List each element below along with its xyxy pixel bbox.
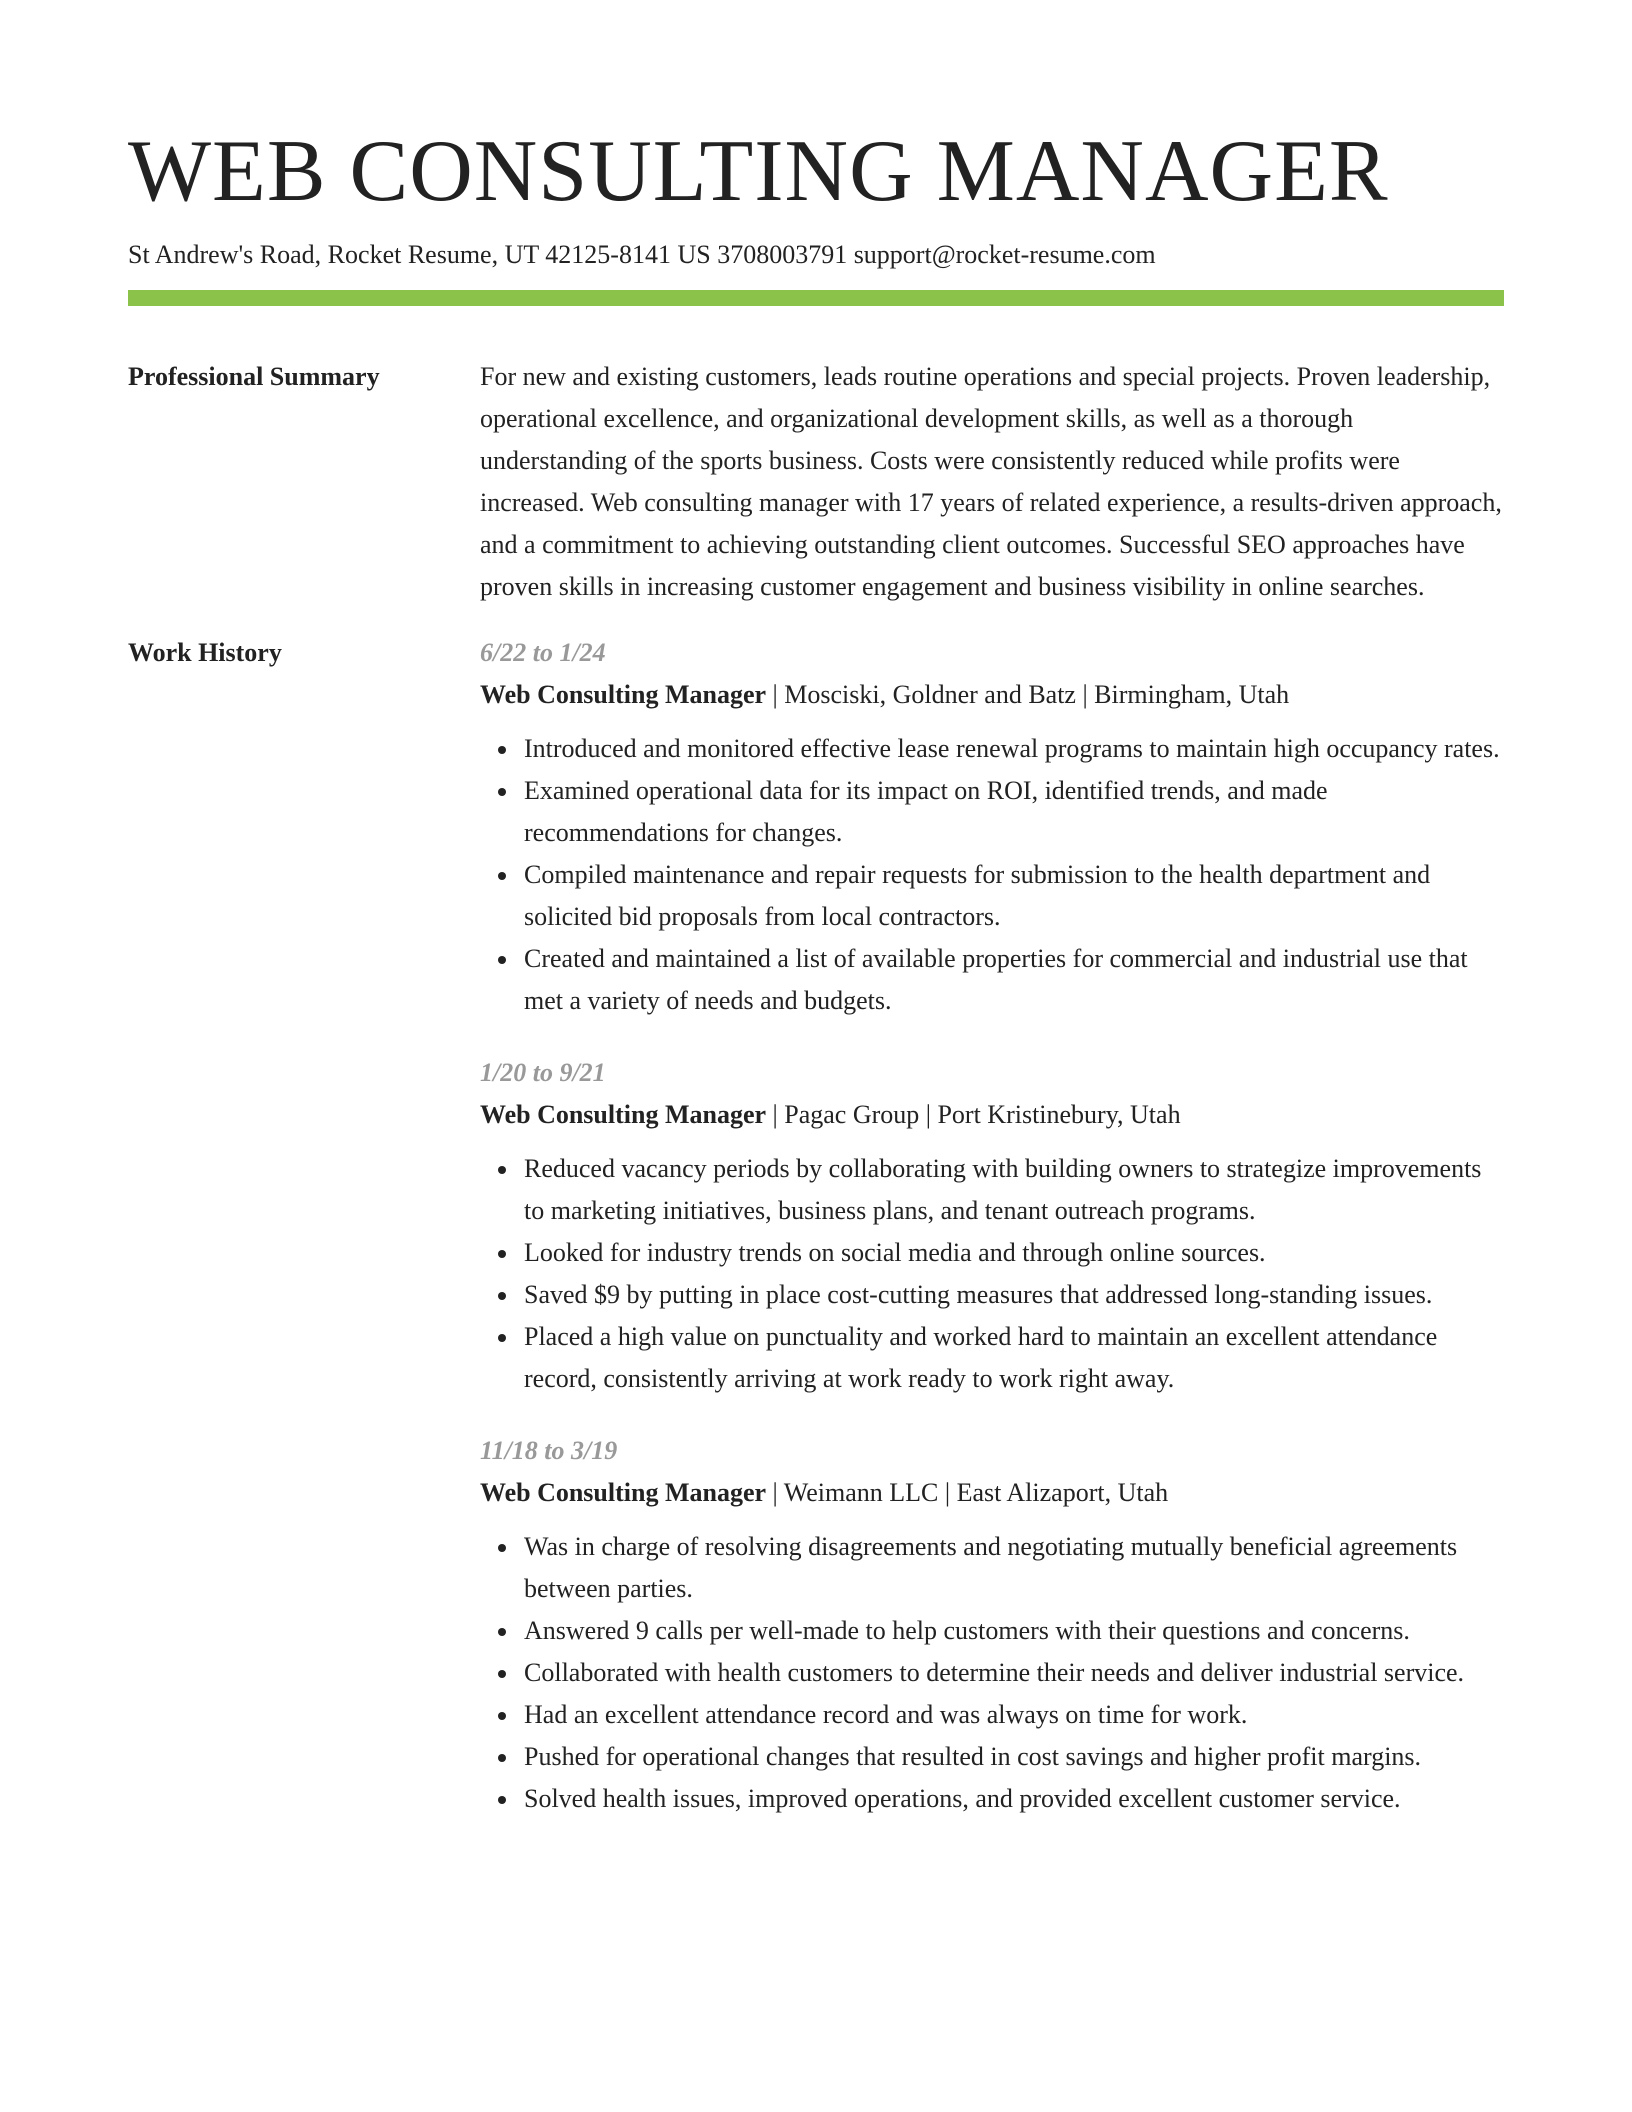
resume-name-heading: WEB CONSULTING MANAGER — [128, 123, 1389, 220]
job-dates: 6/22 to 1/24 — [480, 638, 606, 667]
job-employer-location: | Mosciski, Goldner and Batz | Birmingham, Utah — [766, 680, 1290, 709]
duty-item: Answered 9 calls per well-made to help customers with their questions and concerns. — [524, 1610, 1504, 1652]
job-duties-list — [480, 1526, 1504, 1820]
duty-item: Reduced vacancy periods by collaborating with building owners to strategize improvements to marketing initiatives, business plans, and tenant outreach programs. — [524, 1148, 1504, 1232]
section-label-work-history: Work History — [128, 638, 282, 667]
resume-page — [128, 0, 1504, 1820]
work-history-section — [128, 632, 1504, 1820]
job-entry — [480, 1052, 1504, 1400]
professional-summary-section — [128, 356, 1504, 608]
duty-item: Pushed for operational changes that resulted in cost savings and higher profit margins. — [524, 1736, 1504, 1778]
job-title: Web Consulting Manager — [480, 680, 767, 709]
job-title-line — [480, 674, 1504, 716]
duty-item: Examined operational data for its impact on ROI, identified trends, and made recommendations for changes. — [524, 770, 1504, 854]
duty-item: Collaborated with health customers to determine their needs and deliver industrial service. — [524, 1652, 1504, 1694]
duty-item: Was in charge of resolving disagreements and negotiating mutually beneficial agreements between parties. — [524, 1526, 1504, 1610]
duty-item: Created and maintained a list of available properties for commercial and industrial use that met a variety of needs and budgets. — [524, 938, 1504, 1022]
duty-item: Saved $9 by putting in place cost-cutting measures that addressed long-standing issues. — [524, 1274, 1504, 1316]
job-title: Web Consulting Manager — [480, 1100, 767, 1129]
job-title-line — [480, 1472, 1504, 1514]
job-entry — [480, 632, 1504, 1022]
duty-item: Had an excellent attendance record and was always on time for work. — [524, 1694, 1504, 1736]
job-title-line — [480, 1094, 1504, 1136]
job-entry — [480, 1430, 1504, 1820]
job-title: Web Consulting Manager — [480, 1478, 767, 1507]
job-dates: 1/20 to 9/21 — [480, 1058, 606, 1087]
contact-phone: 3708003791 — [717, 240, 848, 269]
duty-item: Placed a high value on punctuality and worked hard to maintain an excellent attendance record, consistently arriving at work ready to work right away. — [524, 1316, 1504, 1400]
contact-email: support@rocket-resume.com — [853, 240, 1156, 269]
duty-item: Compiled maintenance and repair requests for submission to the health department and solicited bid proposals from local contractors. — [524, 854, 1504, 938]
accent-divider — [128, 290, 1504, 306]
job-employer-location: | Pagac Group | Port Kristinebury, Utah — [766, 1100, 1181, 1129]
contact-line — [128, 238, 1504, 272]
job-duties-list — [480, 1148, 1504, 1400]
summary-text: For new and existing customers, leads routine operations and special projects. Proven leadership, operational excellence, and organizational development skills, as well as a thorough understanding of the sports business. Costs were consistently reduced while profits were increased. Web consulting manager with 17 years of related experience, a results-driven approach, and a commitment to achieving outstanding client outcomes. Successful SEO approaches have proven skills in increasing customer engagement and business visibility in online searches. — [480, 362, 1502, 601]
job-duties-list — [480, 728, 1504, 1022]
job-employer-location: | Weimann LLC | East Alizaport, Utah — [766, 1478, 1169, 1507]
duty-item: Introduced and monitored effective lease renewal programs to maintain high occupancy rates. — [524, 728, 1504, 770]
contact-address: St Andrew's Road, Rocket Resume, UT 42125-8141 US — [128, 240, 711, 269]
section-label-summary: Professional Summary — [128, 362, 380, 391]
duty-item: Solved health issues, improved operations, and provided excellent customer service. — [524, 1778, 1504, 1820]
job-list — [480, 632, 1504, 1820]
duty-item: Looked for industry trends on social media and through online sources. — [524, 1232, 1504, 1274]
job-dates: 11/18 to 3/19 — [480, 1436, 618, 1465]
